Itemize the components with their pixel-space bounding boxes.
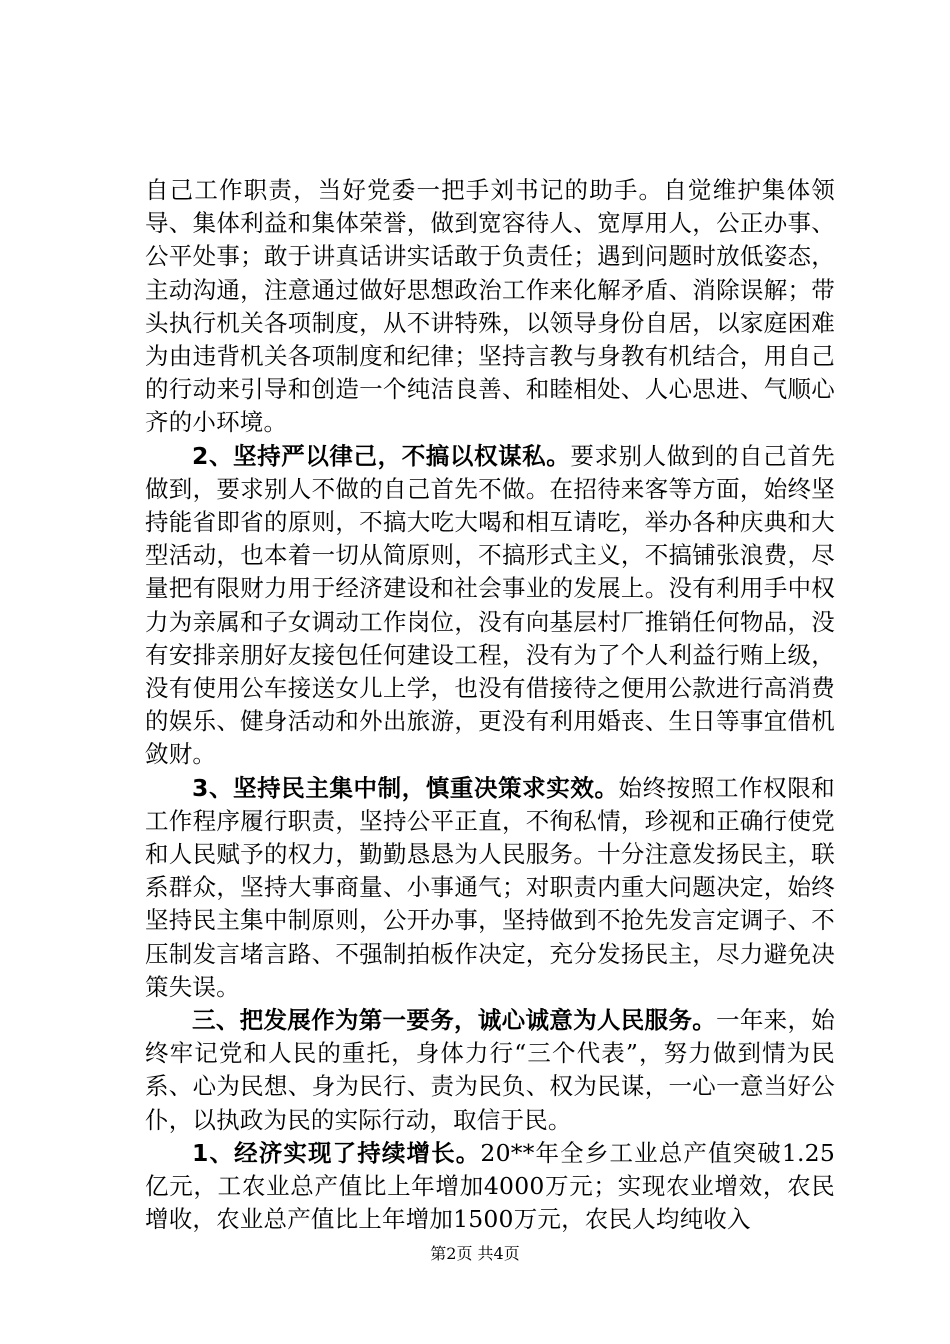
paragraph-4-text: 一年来，始终牢记党和人民的重托，身体力行“三个代表”，努力做到情为民系、心为民想、身为民行、责为民负、权为民谋，一心一意当好公仆，以执政为民的实际行动，取信于民。 (145, 1006, 836, 1134)
paragraph-2 (145, 440, 835, 772)
paragraph-5 (145, 1137, 835, 1237)
paragraph-2-lead: 2、坚持严以律己，不搞以权谋私。 (192, 441, 571, 470)
paragraph-1-text: 自己工作职责，当好党委一把手刘书记的助手。自觉维护集体领导、集体利益和集体荣誉，做到宽容待人、宽厚用人，公正办事、公平处事；敢于讲真话讲实话敢于负责任；遇到问题时放低姿态，主动沟通，注意通过做好思想政治工作来化解矛盾、消除误解；带头执行机关各项制度，从不讲特殊，以领导身份自居，以家庭困难为由违背机关各项制度和纪律；坚持言教与身教有机结合，用自己的行动来引导和创造一个纯洁良善、和睦相处、人心思进、气顺心齐的小环境。 (145, 176, 835, 437)
paragraph-4-lead: 三、把发展作为第一要务，诚心诚意为人民服务。 (192, 1006, 717, 1035)
paragraph-3-text: 始终按照工作权限和工作程序履行职责，坚持公平正直，不徇私情，珍视和正确行使党和人民赋予的权力，勤勤恳恳为人民服务。十分注意发扬民主，联系群众，坚持大事商量、小事通气；对职责内重大问题决定，始终坚持民主集中制原则，公开办事，坚持做到不抢先发言定调子、不压制发言堵言路、不强制拍板作决定，充分发扬民主，尽力避免决策失误。 (145, 773, 835, 1001)
page-footer: 第2页 共4页 (430, 1244, 520, 1263)
paragraph-2-text: 要求别人做到的自己首先做到，要求别人不做的自己首先不做。在招待来客等方面，始终坚持能省即省的原则，不搞大吃大喝和相互请吃，举办各种庆典和大型活动，也本着一切从简原则，不搞形式主义，不搞铺张浪费，尽量把有限财力用于经济建设和社会事业的发展上。没有利用手中权力为亲属和子女调动工作岗位，没有向基层村厂推销任何物品，没有安排亲朋好友接包任何建设工程，没有为了个人利益行贿上级，没有使用公车接送女儿上学，也没有借接待之便用公款进行高消费的娱乐、健身活动和外出旅游，更没有利用婚丧、生日等事宜借机敛财。 (145, 441, 835, 769)
paragraph-5-lead: 1、经济实现了持续增长。 (192, 1138, 481, 1167)
paragraph-1 (145, 174, 835, 440)
document-body (145, 174, 835, 1237)
paragraph-3 (145, 772, 835, 1004)
paragraph-3-lead: 3、坚持民主集中制，慎重决策求实效。 (192, 773, 619, 802)
paragraph-4 (145, 1004, 835, 1137)
paragraph-5-text: 20**年全乡工业总产值突破1.25亿元，工农业总产值比上年增加4000万元；实现农业增效，农民增收，农业总产值比上年增加1500万元，农民人均纯收入 (145, 1138, 835, 1234)
